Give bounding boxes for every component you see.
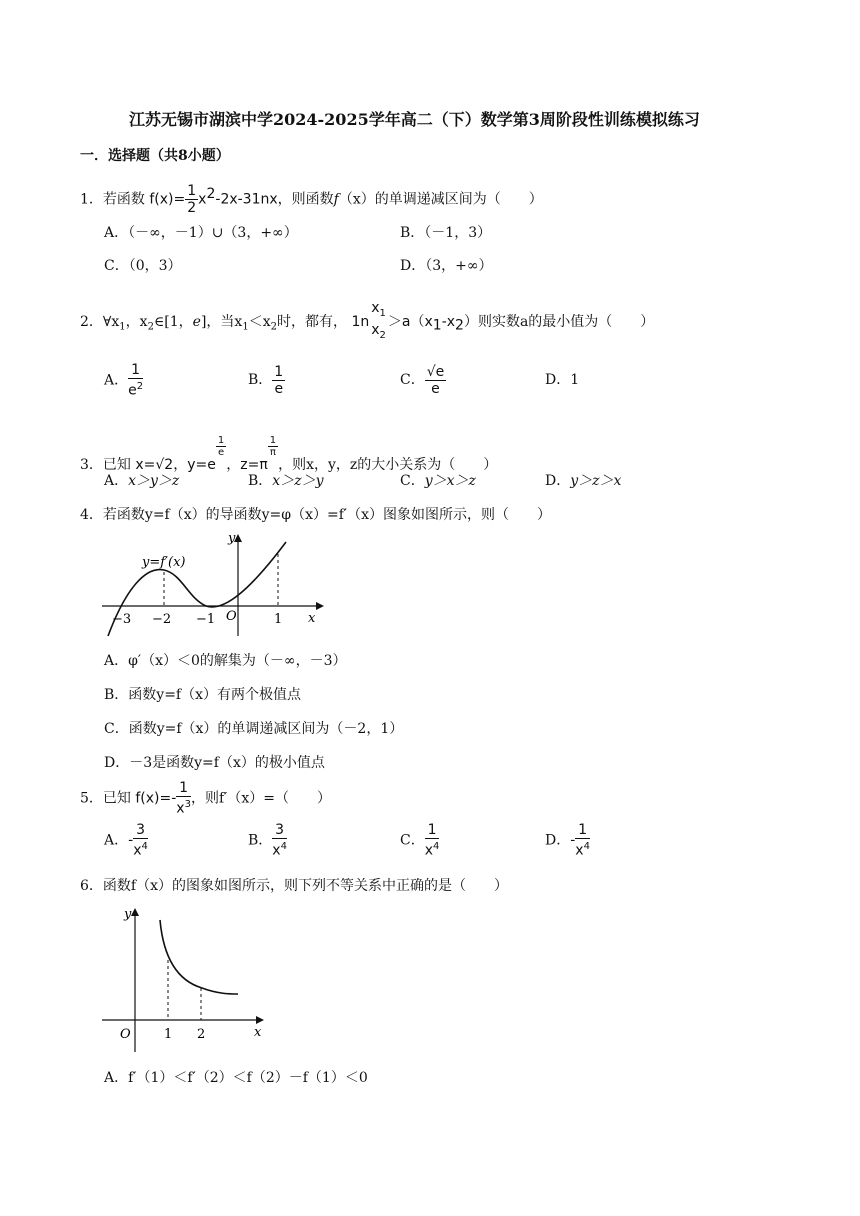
question-number: 3．	[80, 457, 103, 473]
formula-lhs: f(x)=-	[135, 790, 177, 807]
fraction-denominator: 2	[187, 200, 197, 217]
function-curve	[160, 920, 238, 994]
option-text: y＞z＞x	[570, 473, 622, 489]
subscript: 1	[119, 321, 126, 333]
fraction-denominator: x	[424, 842, 434, 859]
fraction-denominator: x	[575, 842, 584, 859]
option-text: （3，+∞）	[425, 258, 493, 274]
formula-term: x	[198, 191, 207, 208]
question-text: 若函数	[102, 191, 145, 208]
option-label: B．	[248, 473, 273, 489]
question-text: 时，都有，	[276, 313, 347, 330]
option-text: 1	[570, 372, 580, 388]
question-number: 2．	[80, 313, 103, 330]
option-sign: -	[570, 832, 576, 849]
option-text: y＞x＞z	[424, 473, 476, 489]
question-text: ，则x，y，z的大小关系为（ ）	[278, 457, 498, 473]
fraction-numerator: 1	[217, 435, 225, 446]
option-fraction	[425, 364, 447, 397]
x-axis-label: x	[308, 611, 316, 626]
exponent: 4	[583, 841, 590, 852]
curve-label: y=f′(x)	[142, 555, 186, 570]
fraction-denominator: e	[217, 447, 225, 458]
option-fraction	[575, 822, 590, 859]
question-number: 5．	[80, 790, 103, 807]
q1-option-c[interactable]	[104, 256, 182, 276]
question-1	[80, 176, 543, 218]
option-label: D．	[545, 372, 571, 388]
x-axis-arrow	[316, 602, 324, 610]
option-text: （－∞，－1）∪（3，+∞）	[128, 225, 298, 241]
question-2	[80, 300, 654, 346]
y-axis-label: y	[124, 907, 132, 922]
q2-option-a[interactable]	[104, 362, 143, 399]
question-text: ∈[1，	[153, 313, 193, 330]
origin-label: O	[120, 1027, 131, 1042]
y-axis-arrow	[131, 908, 139, 916]
q5-option-c[interactable]	[400, 822, 439, 859]
fraction-denominator: e	[128, 382, 137, 399]
question-text: 函数f（x）的图象如图所示，则下列不等关系中正确的是（ ）	[102, 878, 508, 894]
question-6	[80, 876, 508, 896]
x-axis-label: x	[254, 1025, 262, 1040]
subscript: 1	[432, 317, 442, 334]
section-heading: 一．选择题（共8小题）	[80, 148, 230, 164]
q4-option-b[interactable]	[104, 685, 301, 705]
option-fraction	[272, 822, 287, 859]
fraction-numerator: 1	[274, 363, 284, 380]
exponent: 2	[136, 381, 144, 392]
q4-option-d[interactable]	[104, 753, 325, 773]
fraction-numerator: 3	[272, 822, 287, 839]
q5-option-b[interactable]	[248, 822, 287, 859]
option-text: φ′（x）＜0的解集为（－∞，－3）	[128, 653, 347, 669]
fraction-numerator: 3	[133, 822, 148, 839]
question-text: 若函数y=f（x）的导函数y=φ（x）=f′（x）图象如图所示，则（ ）	[102, 507, 551, 523]
option-text: x＞y＞z	[128, 473, 180, 489]
formula-exponent: 2	[206, 186, 216, 202]
option-label: A．	[104, 1070, 129, 1086]
function-symbol: f	[333, 191, 339, 208]
x-axis-arrow	[256, 1016, 264, 1024]
option-text: （－1，3）	[424, 225, 492, 241]
document-title: 江苏无锡市湖滨中学2024-2025学年高二（下）数学第3周阶段性训练模拟练习	[129, 110, 700, 129]
q1-option-a[interactable]	[104, 223, 298, 243]
subscript: 1	[379, 307, 386, 319]
fraction-denominator: x	[133, 842, 142, 859]
fraction-denominator: x	[176, 800, 185, 817]
option-text: f′（1）＜f′（2）＜f（2）－f（1）＜0	[128, 1070, 368, 1086]
fraction-denominator: x	[272, 842, 281, 859]
tick-label: −1	[196, 612, 216, 627]
fraction-numerator: 1	[269, 435, 277, 446]
q3-option-a[interactable]	[104, 471, 179, 491]
option-label: A．	[104, 372, 129, 389]
option-label: C．	[400, 473, 425, 489]
option-text: －3是函数y=f（x）的极小值点	[129, 755, 325, 771]
option-label: D．	[400, 258, 426, 274]
tick-label: 2	[197, 1027, 206, 1042]
variable: e	[192, 313, 201, 330]
question-text: ，则函数	[277, 191, 334, 208]
option-label: A．	[104, 832, 129, 849]
exponent: 3	[184, 799, 191, 810]
fraction-numerator: 1	[425, 822, 440, 839]
subscript: 2	[455, 317, 464, 334]
question-text: ]，当x	[200, 313, 243, 330]
origin-label: O	[226, 609, 237, 624]
option-sign: -	[128, 832, 134, 849]
question-text: ，则f′（x）=（ ）	[190, 790, 331, 807]
question-5	[80, 780, 331, 817]
q2-option-b[interactable]	[248, 362, 285, 398]
fraction-numerator: x	[371, 300, 380, 316]
option-label: D．	[545, 473, 571, 489]
tick-label: −2	[152, 612, 172, 627]
question-text: 已知	[102, 457, 131, 473]
option-fraction	[272, 364, 285, 397]
fraction-numerator: 1	[187, 183, 197, 200]
exponent: 4	[433, 841, 440, 852]
fraction-denominator: e	[274, 380, 284, 397]
q1-option-d[interactable]	[400, 256, 493, 276]
exponent-fraction	[268, 435, 278, 458]
subscript: 1	[242, 321, 249, 333]
option-label: C．	[104, 258, 129, 274]
question-4	[80, 505, 551, 525]
y-axis-label: y	[228, 531, 236, 546]
q4-derivative-graph	[98, 528, 328, 640]
q1-option-b[interactable]	[400, 223, 491, 243]
question-number: 6．	[80, 878, 103, 894]
exponent: 4	[280, 841, 287, 852]
tick-label: 1	[274, 612, 283, 627]
q6-function-graph	[98, 900, 270, 1060]
formula-y: ，y=e	[173, 457, 216, 473]
question-text: 已知	[102, 790, 131, 807]
q4-option-c[interactable]	[104, 719, 403, 739]
q2-option-c[interactable]	[400, 362, 446, 398]
question-text: ∀x	[102, 313, 120, 330]
tick-label: 1	[164, 1027, 173, 1042]
question-text: 则实数a的最小值为（ ）	[477, 313, 655, 330]
question-number: 4．	[80, 507, 103, 523]
formula-x: x=√2	[135, 457, 174, 473]
option-label: B．	[104, 687, 129, 703]
subscript: 2	[270, 321, 277, 333]
option-label: D．	[104, 755, 130, 771]
subscript: 2	[147, 321, 154, 333]
q4-option-a[interactable]	[104, 651, 346, 671]
option-text: （0，3）	[128, 258, 182, 274]
fraction-denominator: e	[431, 380, 440, 397]
fraction-numerator: √e	[426, 363, 445, 380]
fraction-numerator: 1	[176, 780, 191, 797]
fraction-denominator: π	[269, 447, 276, 458]
option-text: 函数y=f（x）有两个极值点	[128, 687, 302, 703]
option-label: D．	[545, 832, 571, 849]
option-label: B．	[248, 832, 273, 849]
option-fraction	[425, 822, 440, 859]
q2-option-d[interactable]	[545, 370, 579, 390]
question-text: （x）的单调递减区间为（ ）	[338, 191, 543, 208]
option-text: 函数y=f（x）的单调递减区间为（－2，1）	[128, 721, 404, 737]
q3-option-d[interactable]	[545, 471, 621, 491]
question-text: ，x	[125, 313, 148, 330]
fraction-numerator: 1	[128, 362, 143, 379]
q3-option-c[interactable]	[400, 471, 476, 491]
q6-option-a[interactable]	[104, 1068, 368, 1088]
q3-option-b[interactable]	[248, 471, 323, 491]
question-number: 1．	[80, 191, 103, 208]
option-label: C．	[104, 721, 129, 737]
option-label: C．	[400, 832, 425, 849]
option-label: A．	[104, 653, 129, 669]
formula-fraction	[185, 183, 198, 216]
formula-fraction	[176, 780, 191, 817]
formula-fraction	[369, 300, 388, 344]
formula-ln: 1n	[351, 313, 370, 330]
q5-option-d[interactable]	[545, 822, 590, 859]
formula-term: ）	[463, 313, 478, 330]
tick-label: −3	[112, 612, 132, 627]
formula-lhs: f(x)=	[149, 191, 186, 208]
option-label: C．	[400, 372, 425, 388]
q5-option-a[interactable]	[104, 822, 148, 859]
formula-z: ，z=π	[226, 457, 268, 473]
option-text: x＞z＞y	[272, 473, 324, 489]
fraction-numerator: 1	[575, 822, 590, 839]
subscript: 2	[379, 329, 386, 341]
option-label: B．	[248, 372, 273, 388]
option-label: A．	[104, 225, 129, 241]
formula-term: -2x-31nx	[215, 191, 278, 208]
exponent-fraction	[216, 435, 226, 458]
option-label: A．	[104, 473, 129, 489]
question-text: ＜x	[248, 313, 271, 330]
option-fraction	[128, 362, 143, 399]
fraction-denominator: x	[371, 321, 380, 338]
option-fraction	[133, 822, 148, 859]
formula-term: -x	[441, 313, 456, 330]
exponent: 4	[141, 841, 148, 852]
formula-term: ＞a（x	[387, 313, 433, 330]
option-label: B．	[400, 225, 425, 241]
